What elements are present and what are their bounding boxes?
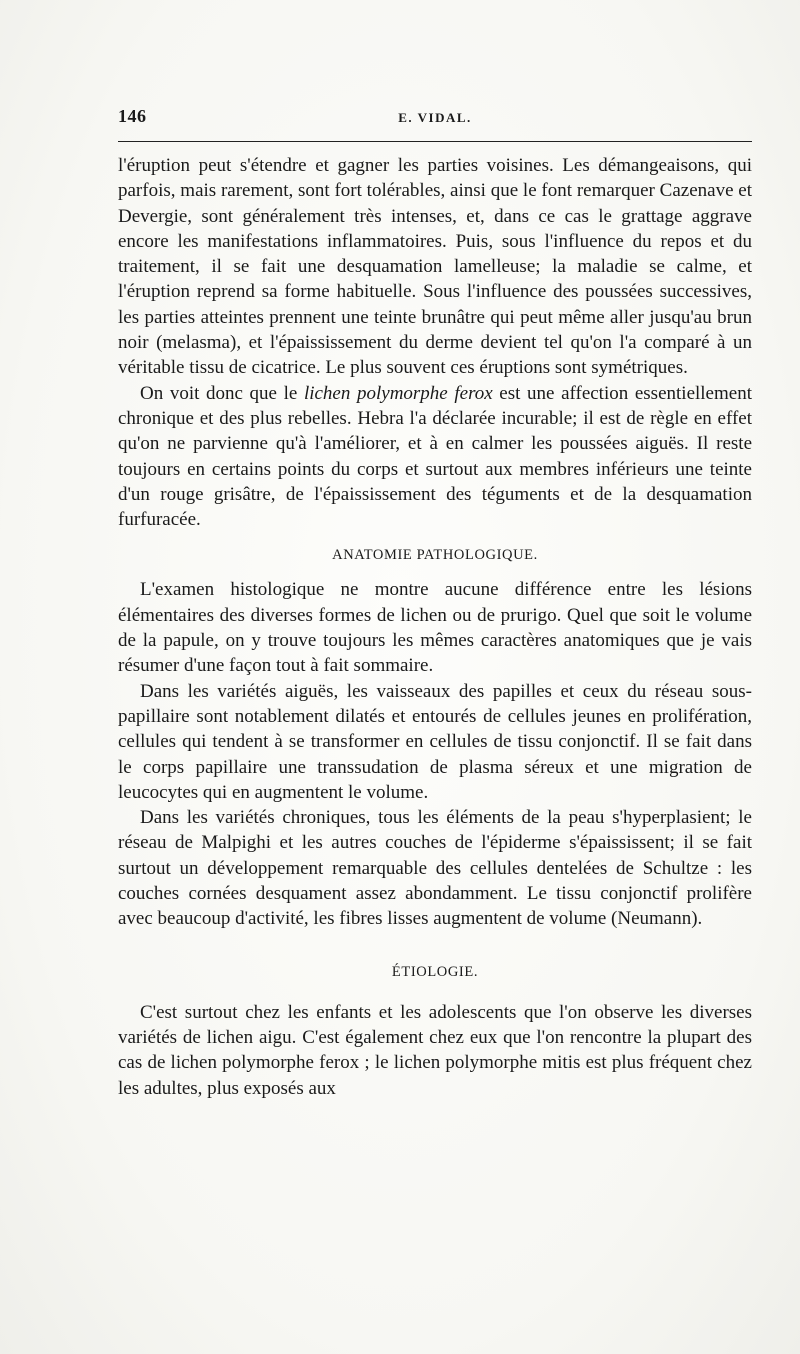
page-header <box>118 104 752 134</box>
section-heading-anatomie: ANATOMIE PATHOLOGIQUE. <box>332 547 538 564</box>
page-number: 146 <box>118 106 147 126</box>
ferox-text-before: On voit donc que le <box>140 382 304 404</box>
paragraph-anatomy-3: Dans les variétés chroniques, tous les éléments de la peau s'hyperplasient; le réseau de Malpighi et les autres couches de l'épiderme s'épaississent; il se fait surtout un développement remarquable des cellules dentelées de Schultze : les couches cornées desquament assez abondamment. Le tissu conjonctif prolifère avec beaucoup d'activité, les fibres lisses augmentent de volume (Neumann). <box>118 807 752 930</box>
running-head: E. VIDAL. <box>398 110 472 125</box>
section-heading-etiologie: ÉTIOLOGIE. <box>391 963 479 980</box>
ferox-italic-term: lichen polymorphe ferox <box>303 382 493 404</box>
paragraph-etiology-1: C'est surtout chez les enfants et les adolescents que l'on observe les diverses variétés de lichen aigu. C'est également chez eux que l'on rencontre la plupart des cas de lichen polymorphe ferox ; le lichen polymorphe mitis est plus fréquent chez les adultes, plus exposés aux <box>118 1001 752 1099</box>
paragraph-anatomy-1: L'examen histologique ne montre aucune différence entre les lésions élémentaires des diverses formes de lichen ou de prurigo. Quel que soit le volume de la papule, on y trouve toujours les mêmes caractères anatomiques que je vais résumer d'une façon tout à fait sommaire. <box>118 579 752 677</box>
header-rule <box>118 141 752 142</box>
paragraph-anatomy-2: Dans les variétés aiguës, les vaisseaux des papilles et ceux du réseau sous-papillaire sont notablement dilatés et entourés de cellules jeunes en prolifération, cellules qui tendent à se transformer en cellules de tissu conjonctif. Il se fait dans le corps papillaire une transsudation de plasma séreux et une migration de leucocytes qui en augmentent le volume. <box>118 680 752 803</box>
paragraph-lichen-ferox <box>118 381 752 533</box>
body-text <box>118 153 752 1101</box>
paragraph-eruption: l'éruption peut s'étendre et gagner les parties voisines. Les démangeaisons, qui parfois, mais rarement, sont fort tolérables, ainsi que le font remarquer Cazenave et Devergie, sont généralement très intenses, et, dans ce cas le grattage aggrave encore les manifestations inflammatoires. Puis, sous l'influence du repos et du traitement, il se fait une desquamation lamelleuse; la maladie se calme, et l'éruption reprend sa forme habituelle. Sous l'influence des poussées successives, les parties atteintes prennent une teinte brunâtre qui peut même aller jusqu'au brun noir (melasma), et l'épaississement du derme devient tel qu'on l'a comparé à un véritable tissu de cicatrice. Le plus souvent ces éruptions sont symétriques. <box>118 155 752 379</box>
ferox-text-after: est une affection essentiellement chronique et des plus rebelles. Hebra l'a déclarée incurable; il est de règle en effet qu'on ne parvienne qu'à l'améliorer, et à en calmer les poussées aiguës. Il reste toujours en certains points du corps et surtout aux membres inférieurs une teinte d'un rouge grisâtre, de l'épaississement des téguments et de la desquamation furfuracée. <box>118 382 752 531</box>
